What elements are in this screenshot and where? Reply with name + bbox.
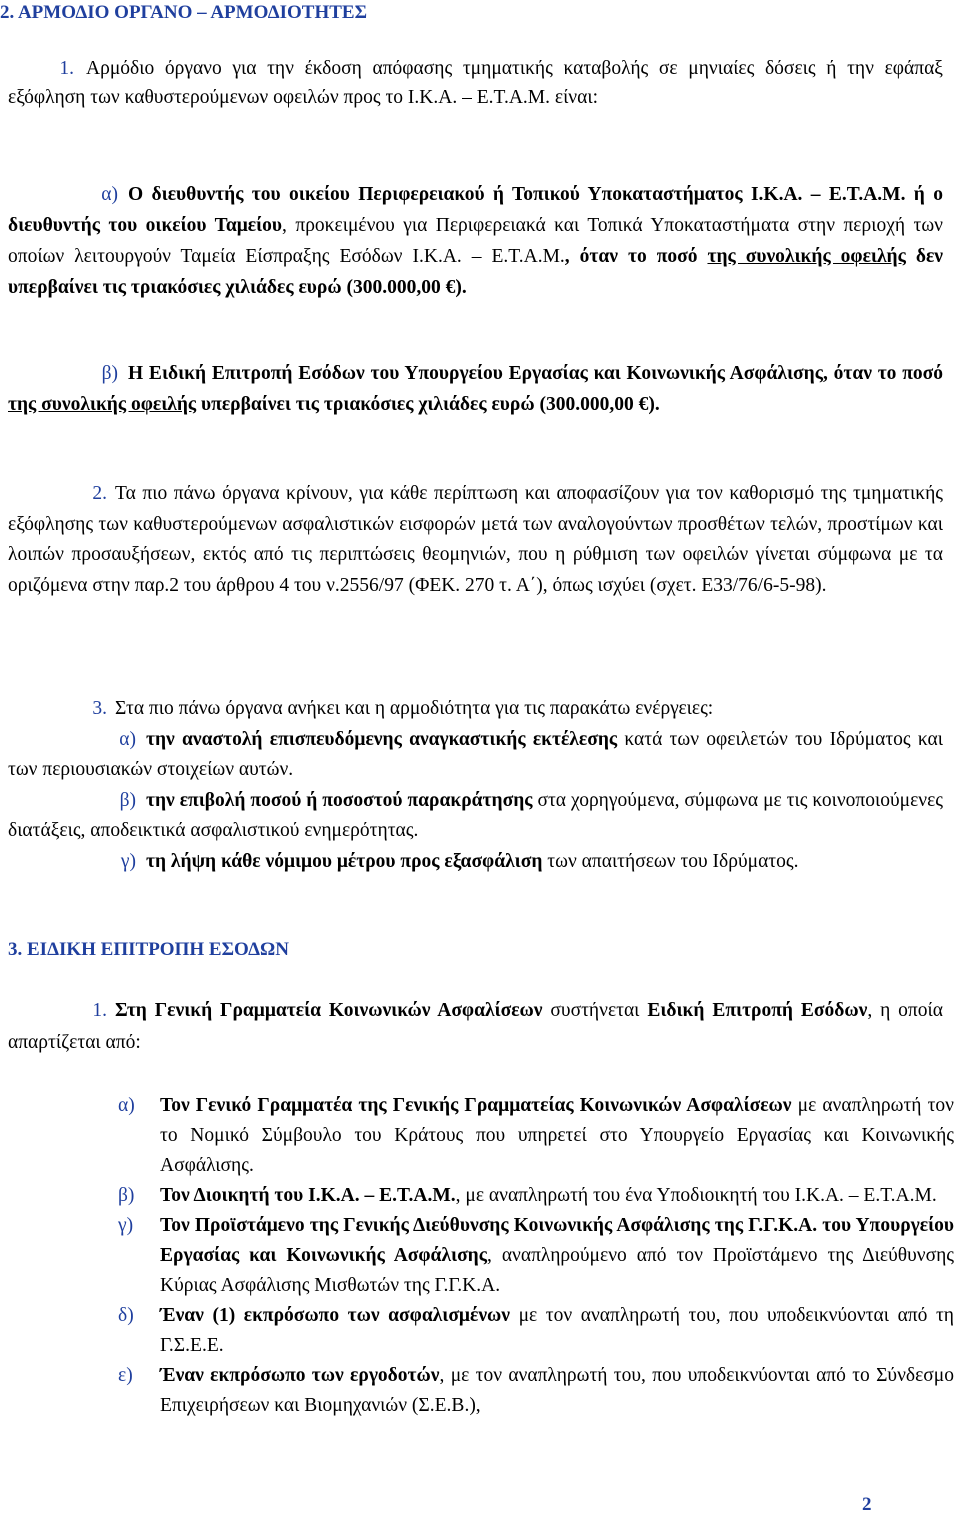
list-item-body: [160, 1211, 954, 1301]
list-item-text: , με τον αναπληρωτή του, που υποδεικνύονται από το Σύνδεσμο Επιχειρήσεων και Βιομηχανιών (Σ.Ε.Β.),: [160, 1365, 954, 1416]
action-bold: τη λήψη κάθε νόμιμου μέτρου προς εξασφάλιση: [146, 851, 543, 872]
action-label: β): [119, 790, 136, 811]
paragraph-number: 3.: [92, 698, 107, 719]
clause-alpha: [8, 179, 943, 303]
section-heading: 3. ΕΙΔΙΚΗ ΕΠΙΤΡΟΠΗ ΕΣΟΔΩΝ: [8, 939, 289, 960]
clause-bold: υπερβαίνει τις τριακόσιες χιλιάδες ευρώ (300.000,00 €).: [196, 394, 660, 415]
list-item: [118, 1181, 954, 1211]
paragraph-intro: Στα πιο πάνω όργανα ανήκει και η αρμοδιότητα για τις παρακάτω ενέργειες:: [115, 698, 714, 719]
paragraph-text: , η οποία απαρτίζεται από:: [8, 1000, 943, 1053]
paragraph-text: Αρμόδιο όργανο για την έκδοση απόφασης τμηματικής καταβολής σε μηνιαίες δόσεις ή την εφάπαξ εξόφληση των καθυστερούμενων οφειλών προς το Ι.Κ.Α. – Ε.Τ.Α.Μ. είναι:: [8, 58, 943, 108]
action-text: των απαιτήσεων του Ιδρύματος.: [542, 851, 799, 872]
clause-label: β): [101, 363, 118, 384]
clause-underlined: της συνολικής οφειλής: [8, 394, 197, 415]
action-text: κατά των οφειλετών του Ιδρύματος και των περιουσιακών στοιχείων αυτών.: [8, 729, 943, 780]
clause-bold: δεν υπερβαίνει τις τριακόσιες χιλιάδες ευρώ (300.000,00 €).: [8, 246, 943, 298]
paragraph-number: 1.: [59, 58, 74, 79]
paragraph-number: 2.: [92, 483, 107, 504]
action-text: στα χορηγούμενα, σύμφωνα με τις κοινοποιούμενες διατάξεις, αποδεικτικά ασφαλιστικού ενημερότητας.: [8, 790, 944, 841]
action-label: α): [119, 729, 136, 750]
paragraph-bold: Στη Γενική Γραμματεία Κοινωνικών Ασφαλίσεων: [115, 1000, 543, 1021]
clause-bold: , όταν το ποσό: [564, 246, 708, 267]
paragraph-bold: Ειδική Επιτροπή Εσόδων: [647, 1000, 868, 1021]
list-item-text: , με αναπληρωτή του ένα Υποδιοικητή του Ι.Κ.Α. – Ε.Τ.Α.Μ.: [455, 1185, 937, 1206]
list-item-label: α): [118, 1095, 135, 1116]
action-bold: την αναστολή επισπευδόμενης αναγκαστικής εκτέλεσης: [146, 729, 618, 750]
list-item-text: με αναπληρωτή τον το Νομικό Σύμβουλο του Κράτους που υπηρετεί στο Υπουργείο Εργασίας και Κοινωνικής Ασφάλισης.: [160, 1095, 954, 1176]
list-item-label: δ): [118, 1305, 134, 1326]
paragraph-text: Τα πιο πάνω όργανα κρίνουν, για κάθε περίπτωση και αποφασίζουν για τον καθορισμό της τμηματικής εξόφλησης των καθυστερούμενων ασφαλιστικών εισφορών μετά των αναλογούντων προσθέτων τελών, προστίμων και λοιπών προσαυξήσεων, εκτός από τις περιπτώσεις θεομηνιών, που η ρύθμιση των οφειλών γίνεται σύμφωνα με τα οριζόμενα στην παρ.2 του άρθρου 4 του ν.2556/97 (ΦΕΚ. 270 τ. Α΄), όπως ισχύει (σχετ. Ε33/76/6-5-98).: [8, 483, 943, 596]
list-item-label: γ): [118, 1215, 134, 1236]
list-item-bold: Τον Προϊστάμενο της Γενικής Διεύθυνσης Κοινωνικής Ασφάλισης της Γ.Γ.Κ.Α. του Υπουργείου Εργασίας και Κοινωνικής Ασφάλισης: [160, 1215, 954, 1266]
action-label: γ): [120, 851, 136, 872]
list-item: [118, 1301, 954, 1361]
clause-underlined: της συνολικής οφειλής: [707, 246, 906, 267]
action-alpha: [8, 725, 943, 785]
list-item: [118, 1211, 954, 1301]
list-item-body: [160, 1181, 954, 1211]
action-beta: [8, 786, 943, 846]
paragraph-2: [8, 479, 943, 601]
members-list: [118, 1091, 954, 1421]
action-gamma: [8, 847, 943, 877]
clause-bold: Η Ειδική Επιτροπή Εσόδων του Υπουργείου Εργασίας και Κοινωνικής Ασφάλισης, όταν το ποσό: [128, 363, 943, 384]
paragraph-3-1: [8, 995, 943, 1059]
list-item-body: [160, 1301, 954, 1361]
clause-bold: Ο διευθυντής του οικείου Περιφερειακού ή Τοπικού Υποκαταστήματος Ι.Κ.Α. – Ε.Τ.Α.Μ. ή ο διευθυντής του οικείου Ταμείου: [8, 184, 943, 236]
clause-text: , προκειμένου για Περιφερειακά και Τοπικά Υποκαταστήματα στην περιοχή των οποίων λειτουργούν Ταμεία Είσπραξης Εσόδων Ι.Κ.Α. – Ε.Τ.Α.Μ.: [8, 215, 943, 267]
paragraph-3: [8, 694, 943, 723]
paragraph-number: 1.: [92, 1000, 107, 1021]
section-heading: 2. ΑΡΜΟΔΙΟ ΟΡΓΑΝΟ – ΑΡΜΟΔΙΟΤΗΤΕΣ: [0, 2, 368, 23]
action-bold: την επιβολή ποσού ή ποσοστού παρακράτησης: [146, 790, 533, 811]
list-item-text: με τον αναπληρωτή του, που υποδεικνύονται από τη Γ.Σ.Ε.Ε.: [160, 1305, 954, 1356]
list-item-bold: Τον Γενικό Γραμματέα της Γενικής Γραμματείας Κοινωνικών Ασφαλίσεων: [160, 1095, 792, 1116]
list-item-bold: Έναν εκπρόσωπο των εργοδοτών: [160, 1365, 440, 1386]
list-item-body: [160, 1091, 954, 1181]
list-item-label: β): [118, 1185, 135, 1206]
paragraph-1: [8, 54, 943, 112]
page-number: 2: [862, 1494, 872, 1515]
list-item-label: ε): [118, 1365, 133, 1386]
list-item: [118, 1361, 954, 1421]
list-item-bold: Έναν (1) εκπρόσωπο των ασφαλισμένων: [160, 1305, 510, 1326]
list-item-text: , αναπληρούμενο από τον Προϊστάμενο της Διεύθυνσης Κύριας Ασφάλισης Μισθωτών της Γ.Γ.Κ.Α.: [160, 1245, 954, 1296]
clause-beta: [8, 358, 943, 420]
list-item-body: [160, 1361, 954, 1421]
list-item: [118, 1091, 954, 1181]
paragraph-text: συστήνεται: [542, 1000, 648, 1021]
clause-label: α): [101, 184, 118, 205]
list-item-bold: Τον Διοικητή του Ι.Κ.Α. – Ε.Τ.Α.Μ.: [160, 1185, 456, 1206]
